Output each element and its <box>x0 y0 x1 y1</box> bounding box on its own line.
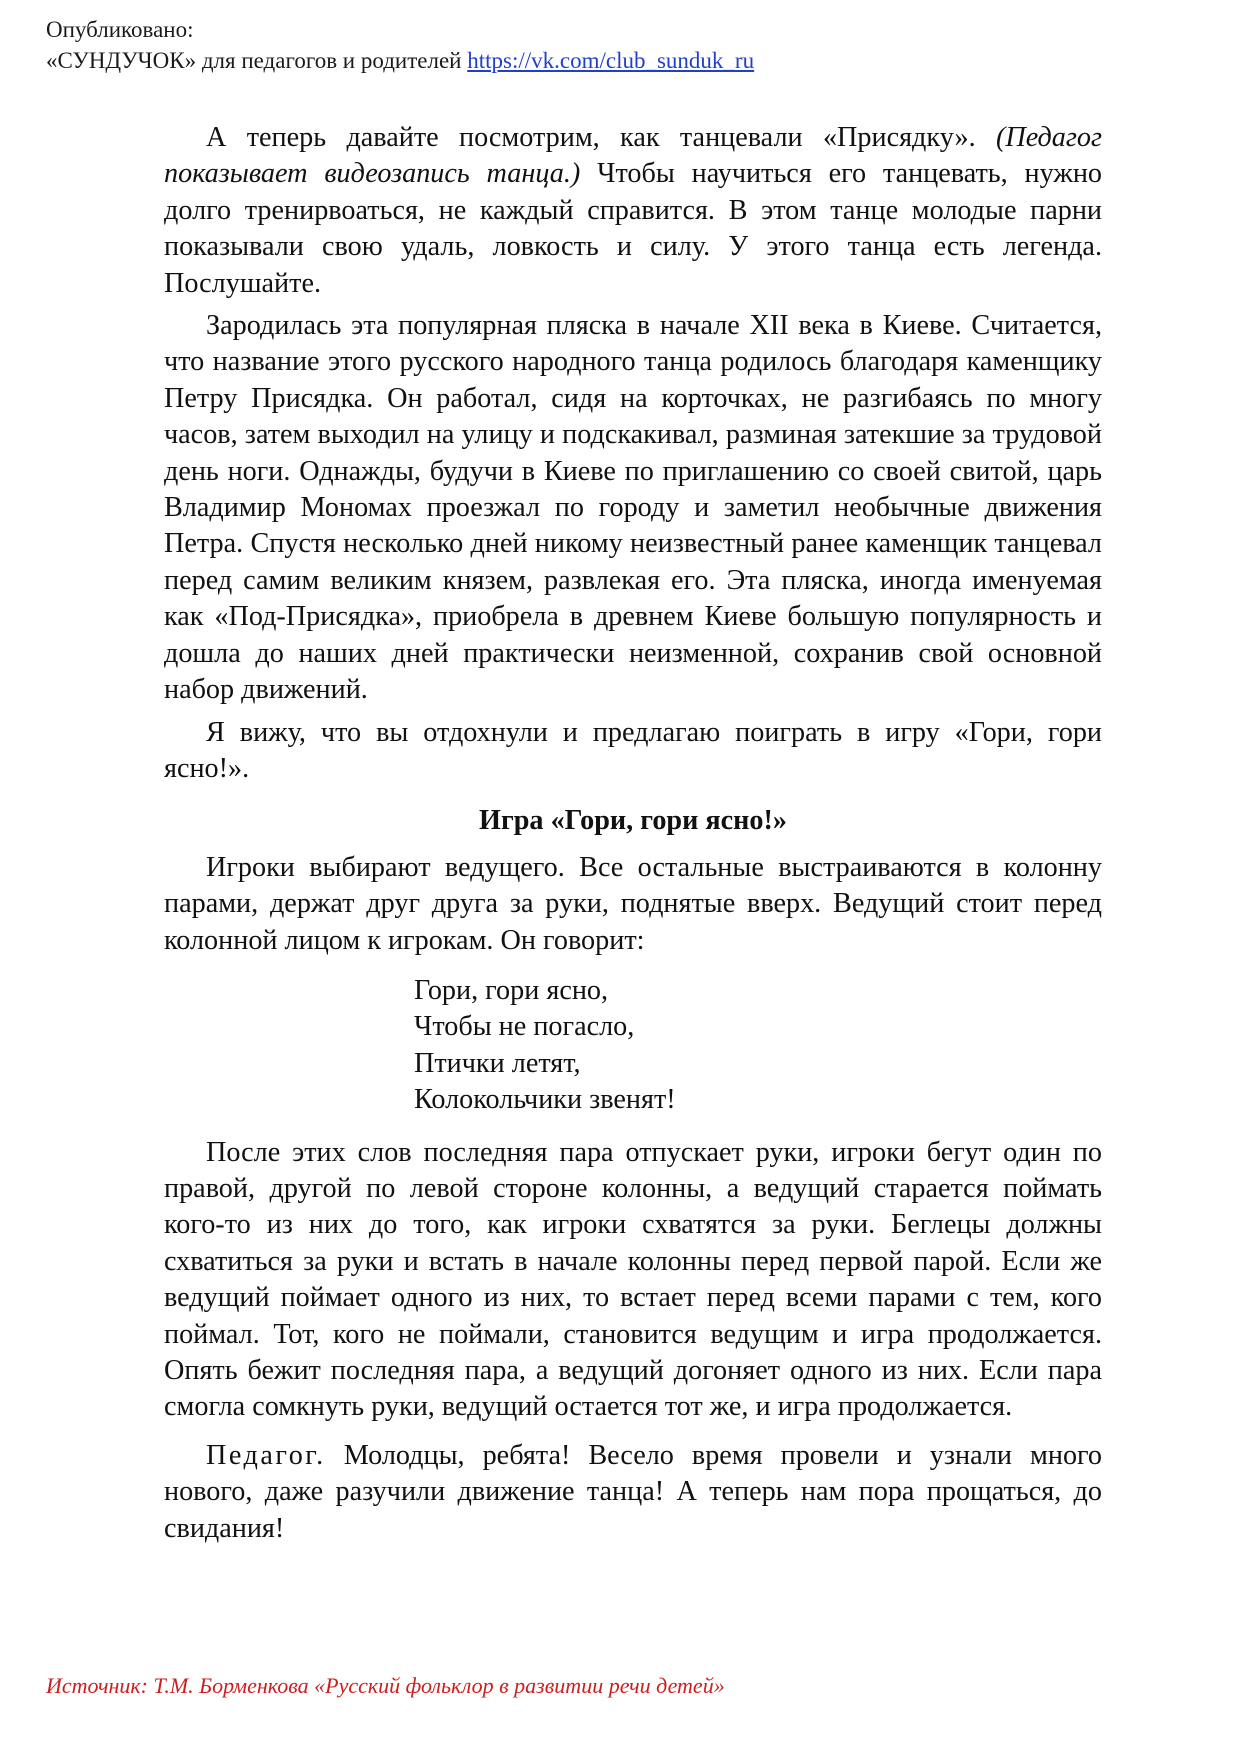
speaker-label: Педагог. <box>206 1439 326 1471</box>
closing-text: Молодцы, ребята! Весело время провели и узнали много нового, даже разучили движение танца! А теперь нам пора прощаться, до свидания! <box>164 1439 1102 1544</box>
paragraph-dance-intro <box>164 120 1102 302</box>
rhyme-line: Гори, гори ясно, <box>414 974 609 1006</box>
game-title: Игра «Гори, гори ясно!» <box>479 805 787 837</box>
paragraph-game-rules: Игроки выбирают ведущего. Все остальные выстраиваются в колонну парами, держат друг друга за руки, поднятые вверх. Ведущий стоит перед колонной лицом к игрокам. Он говорит: <box>164 851 1102 956</box>
paragraph-dance-intro-rest: Чтобы научиться его танцевать, нужно долго тренирвоаться, не каждый справится. В этом танце молодые парни показывали свою удаль, ловкость и силу. У этого танца есть легенда. Послушайте. <box>164 158 1102 299</box>
paragraph-closing <box>164 1438 1102 1547</box>
paragraph-legend: Зародилась эта популярная пляска в начале XII века в Киеве. Считается, что название этого русского народного танца родилось благодаря каменщику Петру Присядка. Он работал, сидя на корточках, не разгибаясь по многу часов, затем выходил на улицу и подскакивал, разминая затекшие за трудовой день ноги. Однажды, будучи в Киеве по приглашению со своей свитой, царь Владимир Мономах проезжал по городу и заметил необычные движения Петра. Спустя несколько дней никому неизвестный ранее каменщик танцевал перед самим великим князем, развлекая его. Эта пляска, иногда именуемая как «Под-Присядка», приобрела в древнем Киеве большую популярность и дошла до наших дней практически неизменной, сохранив свой основной набор движений. <box>164 310 1102 706</box>
stage-direction: (Педагог показывает видеозапись танца.) <box>164 122 1102 190</box>
vk-club-link[interactable]: https://vk.com/club_sunduk_ru <box>467 48 755 73</box>
publisher-line <box>46 45 754 76</box>
publisher-name: «СУНДУЧОК» для педагогов и родителей <box>46 48 468 73</box>
publication-header <box>46 14 754 76</box>
game-rhyme <box>164 973 1102 1119</box>
rhyme-line: Колокольчики звенят! <box>414 1084 676 1116</box>
page-body <box>164 120 1102 1547</box>
source-citation: Источник: Т.М. Борменкова «Русский фольклор в развитии речи детей» <box>46 1673 725 1698</box>
rhyme-line: Птички летят, <box>414 1047 581 1079</box>
paragraph-game-play: После этих слов последняя пара отпускает руки, игроки бегут один по правой, другой по левой стороне колонны, а ведущий старается поймать кого-то из них до того, как игроки схватятся за руки. Беглецы должны схватиться за руки и встать в начале колонны перед первой парой. Если же ведущий поймает одного из них, то встает перед всеми парами с тем, кого поймал. Тот, кого не поймали, становится ведущим и игра продолжается. Опять бежит последняя пара, а ведущий догоняет одного из них. Если пара смогла сомкнуть руки, ведущий остается тот же, и игра продолжается. <box>164 1136 1102 1423</box>
published-label: Опубликовано: <box>46 17 194 42</box>
paragraph-game-invite: Я вижу, что вы отдохнули и предлагаю поиграть в игру «Гори, гори ясно!». <box>164 716 1102 784</box>
rhyme-line: Чтобы не погасло, <box>414 1011 635 1043</box>
paragraph-dance-intro-lead: А теперь давайте посмотрим, как танцевали «Присядку». <box>206 122 996 153</box>
